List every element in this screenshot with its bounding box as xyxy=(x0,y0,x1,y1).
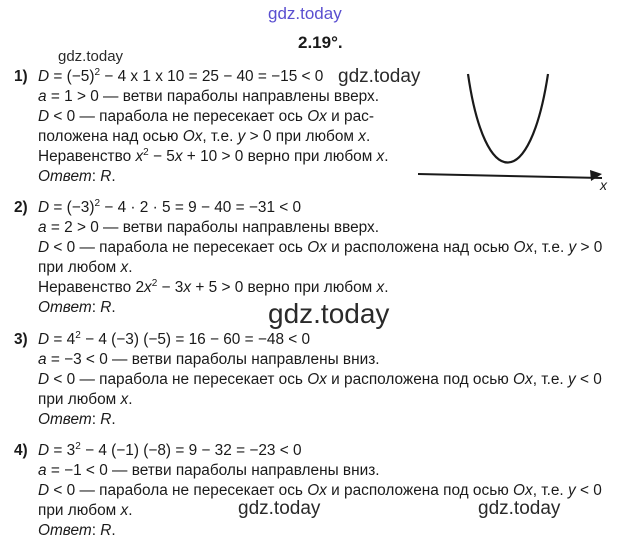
p3-line-1: $D = 4^2 - 4$ (−3) (−5) = 16 − 60 = −48 < 0 xyxy=(38,330,311,348)
watermark: gdz.today xyxy=(58,48,124,65)
p1-line-2: a = 1 > 0 — ветви параболы направлены вверх. xyxy=(38,88,380,105)
p4-line-2: a = −1 < 0 — ветви параболы направлены вниз. xyxy=(38,462,380,479)
watermark: gdz.today xyxy=(478,498,561,519)
p4-line-4: при любом x. xyxy=(38,502,133,519)
item-number: 3) xyxy=(14,331,28,348)
p4-line-3: D < 0 — парабола не пересекает ось Ox и расположена под осью Ox, т.е. y < 0 xyxy=(38,482,602,499)
p2-answer: Ответ: R. xyxy=(38,299,116,316)
p4-answer: Ответ: R. xyxy=(38,522,116,539)
parabola-curve xyxy=(468,74,548,163)
x-axis xyxy=(418,174,602,178)
p3-line-4: при любом x. xyxy=(38,391,133,408)
x-axis-label: x xyxy=(600,177,607,192)
p2-line-2: a = 2 > 0 — ветви параболы направлены вверх. xyxy=(38,219,380,236)
p1-answer: Ответ: R. xyxy=(38,168,116,185)
p3-answer: Ответ: R. xyxy=(38,411,116,428)
p1-line-3: D < 0 — парабола не пересекает ось Ox и рас- xyxy=(38,108,374,125)
p4-line-1: $D = 3^2 - 4$ (−1) (−8) = 9 − 32 = −23 < 0 xyxy=(38,441,302,459)
item-number: 2) xyxy=(14,199,28,216)
p1-line-1: $D = (-5)^2 - 4$ x 1 x 10 = 25 − 40 = −15 < 0 xyxy=(38,67,324,85)
watermark: gdz.today xyxy=(338,66,421,87)
p3-line-3: D < 0 — парабола не пересекает ось Ox и расположена под осью Ox, т.е. y < 0 xyxy=(38,371,602,388)
p2-line-5: Неравенство $2x^2 - 3x + 5 > 0$ верно при любом x. xyxy=(38,278,389,296)
watermark-top: gdz.today xyxy=(268,4,342,23)
p1-line-5: Неравенство $x^2 - 5x + 10 > 0$ верно при любом x. xyxy=(38,147,389,165)
item-number: 4) xyxy=(14,442,28,459)
p1-line-4: положена над осью Ox, т.е. y > 0 при любом x. xyxy=(38,128,371,145)
watermark: gdz.today xyxy=(268,298,390,329)
p2-line-4: при любом x. xyxy=(38,259,133,276)
p3-line-2: a = −3 < 0 — ветви параболы направлены вниз. xyxy=(38,351,380,368)
p2-line-1: $D = (-3)^2 - 4 \cdot 2 \cdot 5 = 9 - 40 = -31 < 0$ xyxy=(38,198,302,216)
p2-line-3: D < 0 — парабола не пересекает ось Ox и расположена над осью Ox, т.е. y > 0 xyxy=(38,239,603,256)
item-number: 1) xyxy=(14,68,28,85)
watermark: gdz.today xyxy=(238,498,321,519)
parabola-graph xyxy=(410,62,620,192)
page-title: 2.19°. xyxy=(298,33,343,52)
